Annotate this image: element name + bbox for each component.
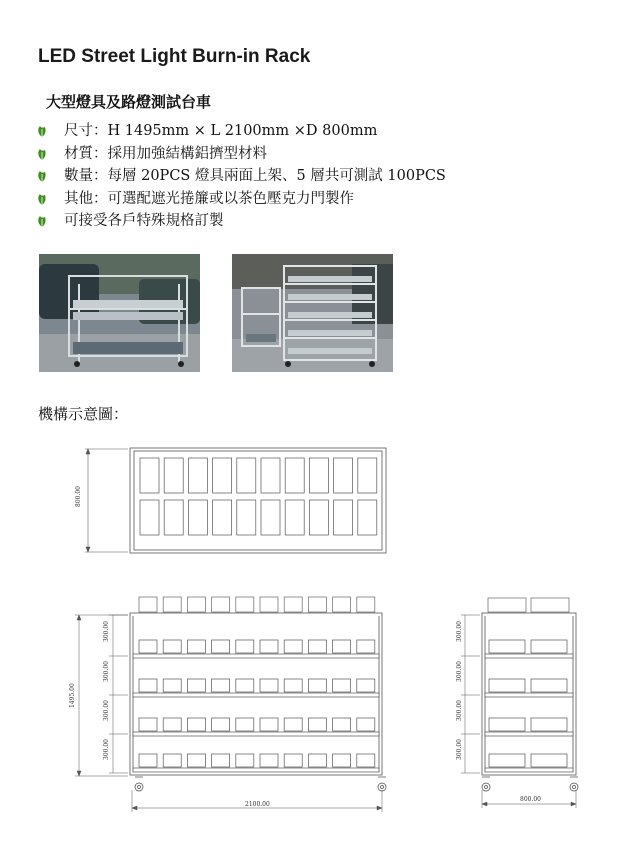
lamp-unit [163, 679, 181, 692]
shelf-spacing-dimension: 300.00 [103, 739, 110, 760]
spec-text: 數量：每層 20PCS 燈具兩面上架、5 層共可測試 100PCS [64, 168, 446, 184]
lamp-unit [260, 754, 278, 767]
lamp-slot [213, 500, 232, 535]
lamp-unit [236, 597, 254, 612]
lamp-unit [489, 754, 525, 767]
lamp-unit [531, 679, 567, 692]
lamp-slot [164, 500, 183, 535]
lamp-unit [333, 640, 351, 653]
lamp-unit [163, 718, 181, 731]
lamp-unit [284, 597, 302, 612]
shelf-beam [485, 693, 573, 697]
shelf-beam [133, 654, 379, 658]
lamp-unit [333, 718, 351, 731]
side-view-drawing [445, 590, 595, 820]
lamp-unit [212, 640, 230, 653]
spec-text: 可接受各戶特殊規格訂製 [64, 213, 224, 229]
lamp-slot [140, 500, 159, 535]
lamp-unit [139, 718, 157, 731]
lamp-unit [308, 640, 326, 653]
lamp-unit [357, 597, 375, 612]
lamp-slot [237, 500, 256, 535]
length-dimension: 2100.00 [245, 801, 270, 808]
lamp-unit [260, 597, 278, 612]
lamp-unit [357, 679, 375, 692]
lamp-unit [489, 679, 525, 692]
lamp-unit [163, 754, 181, 767]
shelf-spacing-dimension: 300.00 [103, 661, 110, 682]
shelf-spacing-dimension: 300.00 [103, 700, 110, 721]
lamp-unit [284, 640, 302, 653]
top-depth-dimension: 800.00 [75, 486, 82, 507]
lamp-unit [531, 640, 567, 653]
lamp-unit [236, 679, 254, 692]
shelf-beam [485, 768, 573, 772]
lamp-unit [139, 679, 157, 692]
lamp-slot [261, 500, 280, 535]
lamp-unit [333, 597, 351, 612]
top-view-drawing [60, 440, 400, 560]
leaf-bullet-icon [36, 169, 48, 183]
lamp-slot [213, 458, 232, 493]
leaf-bullet-icon [36, 124, 48, 138]
lamp-unit [531, 754, 567, 767]
lamp-unit [333, 754, 351, 767]
lamp-unit [187, 597, 205, 612]
lamp-unit [187, 679, 205, 692]
lamp-unit [187, 640, 205, 653]
lamp-unit [308, 679, 326, 692]
spec-list [36, 120, 446, 233]
lamp-slot [188, 458, 207, 493]
shelf-beam [485, 732, 573, 736]
shelf-spacing-dimension: 300.00 [456, 700, 463, 721]
leaf-bullet-icon [36, 147, 48, 161]
lamp-unit [212, 718, 230, 731]
total-height-dimension: 1495.00 [69, 683, 76, 708]
lamp-unit [187, 718, 205, 731]
lamp-unit [163, 597, 181, 612]
shelf-beam [133, 732, 379, 736]
lamp-slot [334, 458, 353, 493]
lamp-slot [334, 500, 353, 535]
lamp-unit [357, 718, 375, 731]
lamp-unit [284, 679, 302, 692]
lamp-slot [358, 500, 377, 535]
shelf-spacing-dimension: 300.00 [456, 661, 463, 682]
spec-text: 材質：採用加強結構鋁擠型材料 [64, 145, 267, 162]
five-tier-rack-photo [232, 254, 393, 372]
lamp-unit [357, 640, 375, 653]
shelf-beam [133, 693, 379, 697]
spec-item [36, 210, 446, 233]
leaf-bullet-icon [36, 192, 48, 206]
lamp-unit [284, 718, 302, 731]
spec-item [36, 165, 446, 188]
lamp-unit [212, 754, 230, 767]
lamp-unit [284, 754, 302, 767]
lamp-unit [489, 640, 525, 653]
lamp-unit [489, 718, 525, 731]
lamp-unit [308, 718, 326, 731]
lamp-slot [237, 458, 256, 493]
lamp-unit [260, 679, 278, 692]
lamp-unit [260, 718, 278, 731]
lamp-unit [236, 718, 254, 731]
lamp-unit [357, 754, 375, 767]
lamp-unit [260, 640, 278, 653]
front-view-drawing [55, 590, 395, 820]
lamp-unit [212, 679, 230, 692]
lamp-unit [531, 718, 567, 731]
shelf-spacing-dimension: 300.00 [103, 621, 110, 642]
lamp-unit [139, 597, 157, 612]
two-tier-rack-photo [39, 254, 200, 372]
shelf-spacing-dimension: 300.00 [456, 739, 463, 760]
spec-item [36, 188, 446, 211]
side-depth-dimension: 800.00 [520, 796, 541, 803]
lamp-unit [139, 754, 157, 767]
lamp-slot [285, 500, 304, 535]
lamp-slot [140, 458, 159, 493]
spec-item [36, 120, 446, 143]
lamp-unit [139, 640, 157, 653]
lamp-unit [212, 597, 230, 612]
lamp-unit [163, 640, 181, 653]
lamp-slot [188, 500, 207, 535]
lamp-slot [285, 458, 304, 493]
spec-text: 尺寸：H 1495mm × L 2100mm ×D 800mm [64, 123, 378, 139]
lamp-slot [309, 500, 328, 535]
lamp-slot [309, 458, 328, 493]
leaf-bullet-icon [36, 214, 48, 228]
lamp-unit [308, 754, 326, 767]
spec-item [36, 143, 446, 166]
diagram-label: 機構示意圖： [38, 405, 129, 423]
lamp-unit [333, 679, 351, 692]
shelf-beam [485, 654, 573, 658]
lamp-unit [236, 640, 254, 653]
lamp-unit [236, 754, 254, 767]
lamp-unit [308, 597, 326, 612]
spec-text: 其他：可選配遮光捲簾或以茶色壓克力門製作 [64, 190, 354, 207]
lamp-slot [261, 458, 280, 493]
lamp-unit [187, 754, 205, 767]
shelf-beam [133, 768, 379, 772]
lamp-slot [358, 458, 377, 493]
shelf-spacing-dimension: 300.00 [456, 621, 463, 642]
page-title: LED Street Light Burn-in Rack [38, 46, 311, 67]
lamp-slot [164, 458, 183, 493]
page-subtitle: 大型燈具及路燈測試台車 [46, 93, 212, 111]
